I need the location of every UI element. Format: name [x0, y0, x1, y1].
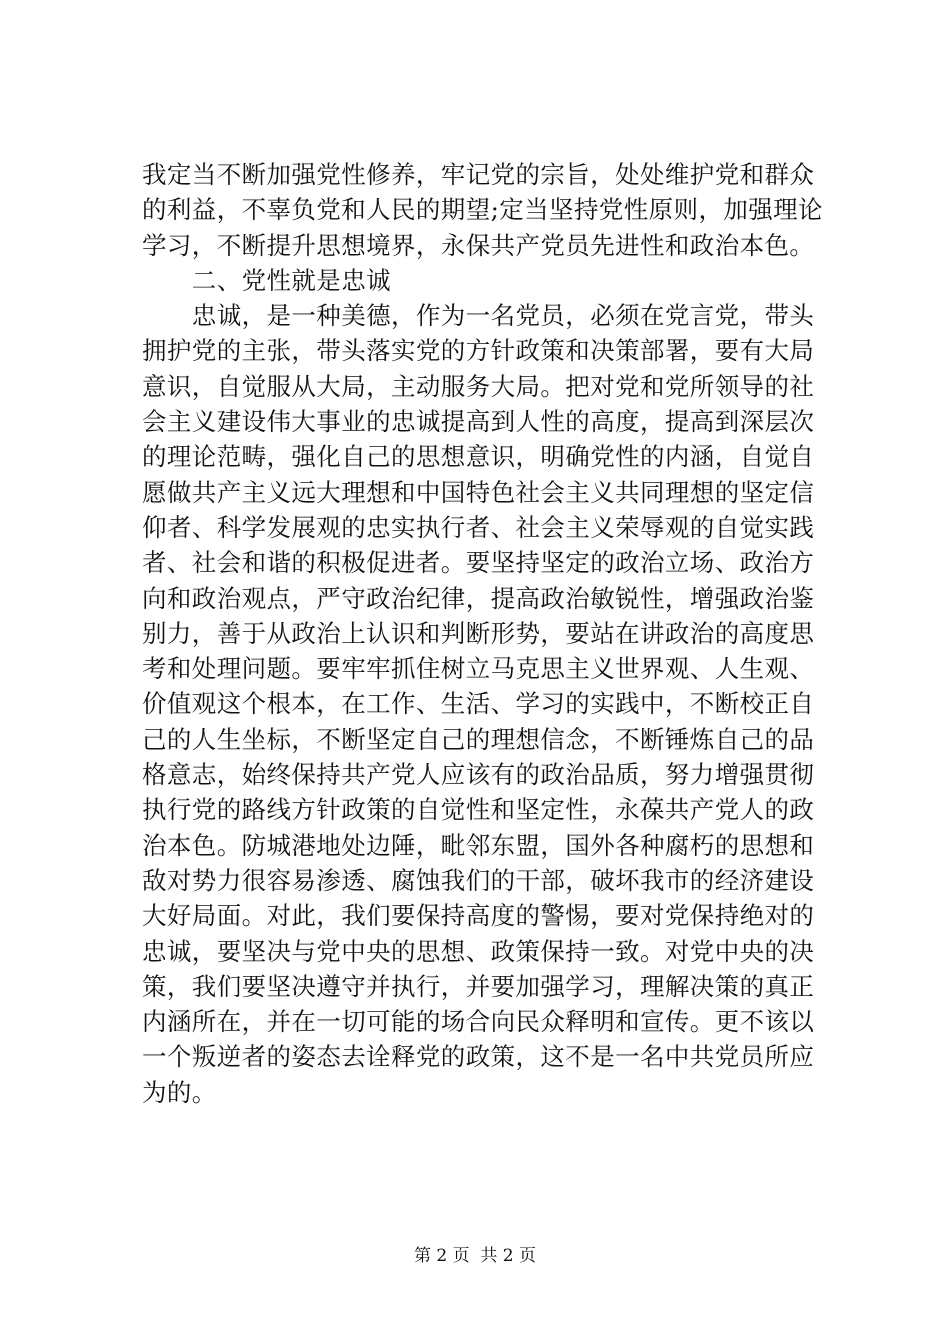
text-line: 一个叛逆者的姿态去诠释党的政策，这不是一名中共党员所应 — [142, 1042, 815, 1072]
document-body — [142, 157, 832, 1110]
text-line: 意识，自觉服从大局，主动服务大局。把对党和党所领导的社 — [142, 371, 815, 401]
text-line: 价值观这个根本，在工作、生活、学习的实践中，不断校正自 — [142, 689, 815, 719]
text-line: 执行党的路线方针政策的自觉性和坚定性，永葆共产党人的政 — [142, 795, 815, 825]
page-footer: 第 2 页 共 2 页 — [413, 1246, 537, 1266]
text-line: 己的人生坐标，不断坚定自己的理想信念，不断锤炼自己的品 — [142, 724, 815, 754]
text-line: 者、社会和谐的积极促进者。要坚持坚定的政治立场、政治方 — [142, 548, 815, 578]
text-line: 策，我们要坚决遵守并执行，并要加强学习，理解决策的真正 — [142, 971, 815, 1001]
text-line: 仰者、科学发展观的忠实执行者、社会主义荣辱观的自觉实践 — [142, 512, 815, 542]
text-line: 愿做共产主义远大理想和中国特色社会主义共同理想的坚定信 — [142, 477, 815, 507]
text-line: 忠诚，是一种美德，作为一名党员，必须在党言党，带头 — [142, 301, 815, 331]
text-line: 会主义建设伟大事业的忠诚提高到人性的高度，提高到深层次 — [142, 407, 815, 437]
text-line: 我定当不断加强党性修养，牢记党的宗旨，处处维护党和群众 — [142, 160, 815, 189]
text-line: 为的。 — [142, 1077, 217, 1107]
text-line: 学习，不断提升思想境界，永保共产党员先进性和政治本色。 — [142, 230, 815, 260]
text-line: 内涵所在，并在一切可能的场合向民众释明和宣传。更不该以 — [142, 1007, 815, 1037]
text-line: 敌对势力很容易渗透、腐蚀我们的干部，破坏我市的经济建设 — [142, 865, 815, 895]
text-line: 忠诚，要坚决与党中央的思想、政策保持一致。对党中央的决 — [142, 936, 815, 966]
text-line: 向和政治观点，严守政治纪律，提高政治敏锐性，增强政治鉴 — [142, 583, 815, 613]
text-line: 别力，善于从政治上认识和判断形势，要站在讲政治的高度思 — [142, 618, 815, 648]
text-line: 的利益，不辜负党和人民的期望;定当坚持党性原则，加强理论 — [142, 195, 823, 225]
text-line: 大好局面。对此，我们要保持高度的警惕，要对党保持绝对的 — [142, 901, 815, 931]
text-line: 考和处理问题。要牢牢抓住树立马克思主义世界观、人生观、 — [142, 654, 815, 684]
text-line: 格意志，始终保持共产党人应该有的政治品质，努力增强贯彻 — [142, 760, 815, 790]
text-line: 治本色。防城港地处边陲，毗邻东盟，国外各种腐朽的思想和 — [142, 830, 815, 860]
text-line: 的理论范畴，强化自己的思想意识，明确党性的内涵，自觉自 — [142, 442, 815, 472]
section-heading: 二、党性就是忠诚 — [142, 265, 391, 295]
text-line: 拥护党的主张，带头落实党的方针政策和决策部署，要有大局 — [142, 336, 815, 366]
